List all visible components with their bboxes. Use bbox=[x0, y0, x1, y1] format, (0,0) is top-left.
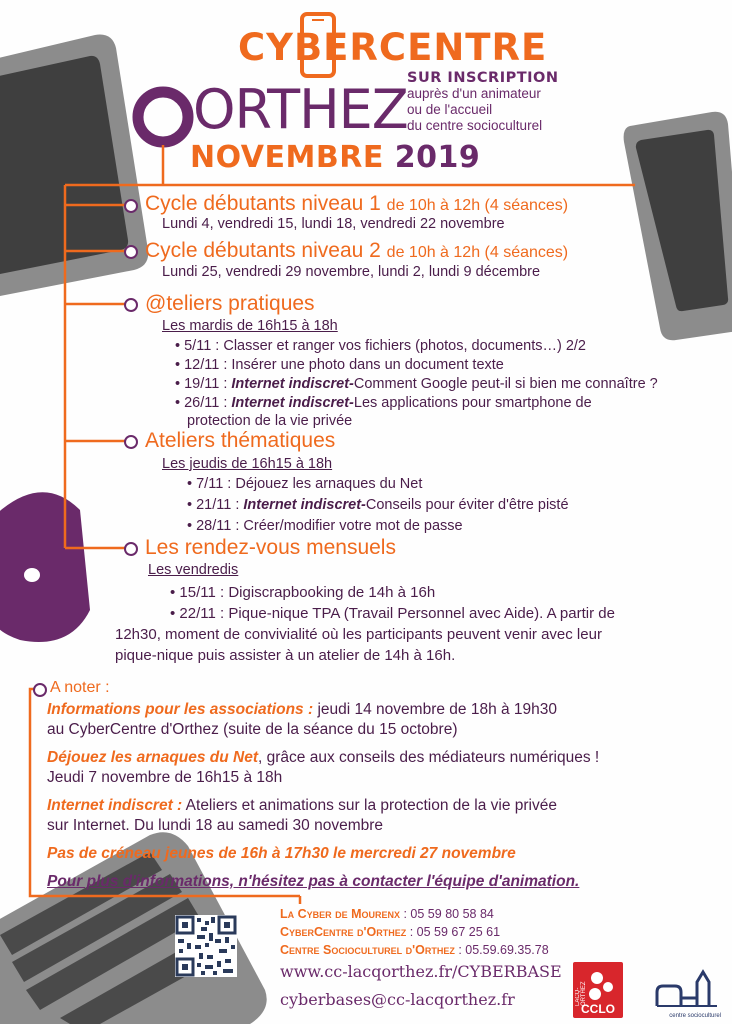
note-arnaques-line2: Jeudi 7 novembre de 16h15 à 18h bbox=[47, 769, 283, 786]
inscription-line-3: du centre socioculturel bbox=[407, 118, 543, 133]
note-creneau: Pas de créneau jeunes de 16h à 17h30 le mercredi 27 novembre bbox=[47, 845, 516, 862]
notes-dot bbox=[33, 683, 47, 697]
list-item: • 12/11 : Insérer une photo dans un document texte bbox=[175, 356, 658, 375]
list-item: • 22/11 : Pique-nique TPA (Travail Personnel avec Aide). A partir de bbox=[115, 603, 615, 624]
cycle1-suffix: de 10h à 12h (4 séances) bbox=[386, 197, 569, 214]
note-contact: Pour plus d'informations, n'hésitez pas à contacter l'équipe d'animation. bbox=[47, 873, 580, 890]
cycle2-suffix: de 10h à 12h (4 séances) bbox=[386, 244, 569, 261]
ateliers-list bbox=[175, 337, 658, 413]
list-item: • 15/11 : Digiscrapbooking de 14h à 16h bbox=[115, 582, 615, 603]
mouse-illustration bbox=[0, 492, 90, 642]
centre-socioculturel-logo bbox=[655, 968, 721, 1019]
contact-cybercentre: CyberCentre d'Orthez : 05 59 67 25 61 bbox=[280, 925, 501, 939]
thematiques-schedule: Les jeudis de 16h15 à 18h bbox=[162, 456, 333, 472]
cclo-text: CCLO bbox=[581, 1002, 615, 1016]
timeline-dot-thematiques bbox=[124, 435, 138, 449]
rdv-schedule: Les vendredis bbox=[148, 562, 239, 578]
inscription-line-1: auprès d'un animateur bbox=[407, 86, 541, 101]
list-item: • 26/11 : Internet indiscret-Les applications pour smartphone de bbox=[175, 394, 658, 413]
cycle1-dates: Lundi 4, vendredi 15, lundi 18, vendredi 22 novembre bbox=[162, 216, 505, 232]
tablet-left-illustration bbox=[0, 35, 148, 298]
qr-code bbox=[175, 915, 237, 977]
title-orthez-text: ORTHEZ bbox=[193, 78, 408, 141]
timeline-dot-cycle2 bbox=[124, 245, 138, 259]
thematiques-title: Ateliers thématiques bbox=[145, 429, 336, 452]
ateliers-schedule: Les mardis de 16h15 à 18h bbox=[162, 318, 338, 334]
title-orthez bbox=[135, 80, 408, 140]
list-item: • 5/11 : Classer et ranger vos fichiers (photos, documents…) 2/2 bbox=[175, 337, 658, 356]
month: NOVEMBRE bbox=[190, 140, 384, 175]
centre-logo-text: centre socioculturel bbox=[669, 1013, 721, 1019]
list-item: • 19/11 : Internet indiscret-Comment Google peut-il si bien me connaître ? bbox=[175, 375, 658, 394]
rdv-item2-line2: 12h30, moment de convivialité où les participants peuvent venir avec leur bbox=[115, 626, 602, 643]
rdv-title: Les rendez-vous mensuels bbox=[145, 536, 396, 559]
email-link[interactable]: cyberbases@cc-lacqorthez.fr bbox=[280, 990, 515, 1009]
ateliers-item4-cont: protection de la vie privée bbox=[187, 413, 353, 429]
phone-right-illustration bbox=[624, 112, 732, 341]
list-item: • 28/11 : Créer/modifier votre mot de passe bbox=[187, 516, 569, 537]
website-link[interactable]: www.cc-lacqorthez.fr/CYBERBASE bbox=[280, 962, 562, 981]
contacts-block bbox=[280, 905, 549, 959]
rdv-item2-line3: pique-nique puis assister à un atelier de 14h à 16h. bbox=[115, 647, 456, 664]
ateliers-title: @teliers pratiques bbox=[145, 292, 315, 315]
timeline-dot-rdv bbox=[124, 542, 138, 556]
cycle2-heading bbox=[145, 239, 568, 263]
title-cybercentre: CYBERCENTRE bbox=[238, 26, 548, 69]
cycle2-title: Cycle débutants niveau 2 bbox=[145, 239, 381, 262]
note-indiscret: Internet indiscret : Ateliers et animations sur la protection de la vie privée bbox=[47, 797, 557, 814]
contact-centre: Centre Socioculturel d'Orthez : 05.59.69.35.78 bbox=[280, 943, 549, 957]
inscription-block bbox=[407, 70, 607, 134]
thematiques-list bbox=[187, 474, 569, 537]
rdv-list bbox=[115, 582, 615, 666]
notes-label: A noter : bbox=[50, 679, 110, 696]
note-associations: Informations pour les associations : jeudi 14 novembre de 18h à 19h30 bbox=[47, 701, 558, 718]
notes-body bbox=[47, 700, 599, 892]
note-arnaques: Déjouez les arnaques du Net, grâce aux conseils des médiateurs numériques ! bbox=[47, 749, 600, 766]
cclo-logo bbox=[573, 962, 623, 1018]
cycle2-dates: Lundi 25, vendredi 29 novembre, lundi 2, lundi 9 décembre bbox=[162, 264, 541, 280]
inscription-line-2: ou de l'accueil bbox=[407, 102, 493, 117]
timeline-dot-cycle1 bbox=[124, 199, 138, 213]
cycle1-heading bbox=[145, 192, 568, 216]
list-item: • 7/11 : Déjouez les arnaques du Net bbox=[187, 474, 569, 495]
note-indiscret-line2: sur Internet. Du lundi 18 au samedi 30 novembre bbox=[47, 817, 384, 834]
month-year bbox=[190, 140, 480, 175]
cycle1-title: Cycle débutants niveau 1 bbox=[145, 192, 381, 215]
list-item: • 21/11 : Internet indiscret-Conseils pour éviter d'être pisté bbox=[187, 495, 569, 516]
inscription-title: SUR INSCRIPTION bbox=[407, 70, 559, 86]
contact-mourenx: La Cyber de Mourenx : 05 59 80 58 84 bbox=[280, 907, 494, 921]
cclo-vertical-text: LACQ-ORTHEZ bbox=[575, 981, 587, 1006]
year: 2019 bbox=[394, 140, 481, 175]
note-associations-line2: au CyberCentre d'Orthez (suite de la séance du 15 octobre) bbox=[47, 721, 458, 738]
timeline-dot-ateliers bbox=[124, 298, 138, 312]
